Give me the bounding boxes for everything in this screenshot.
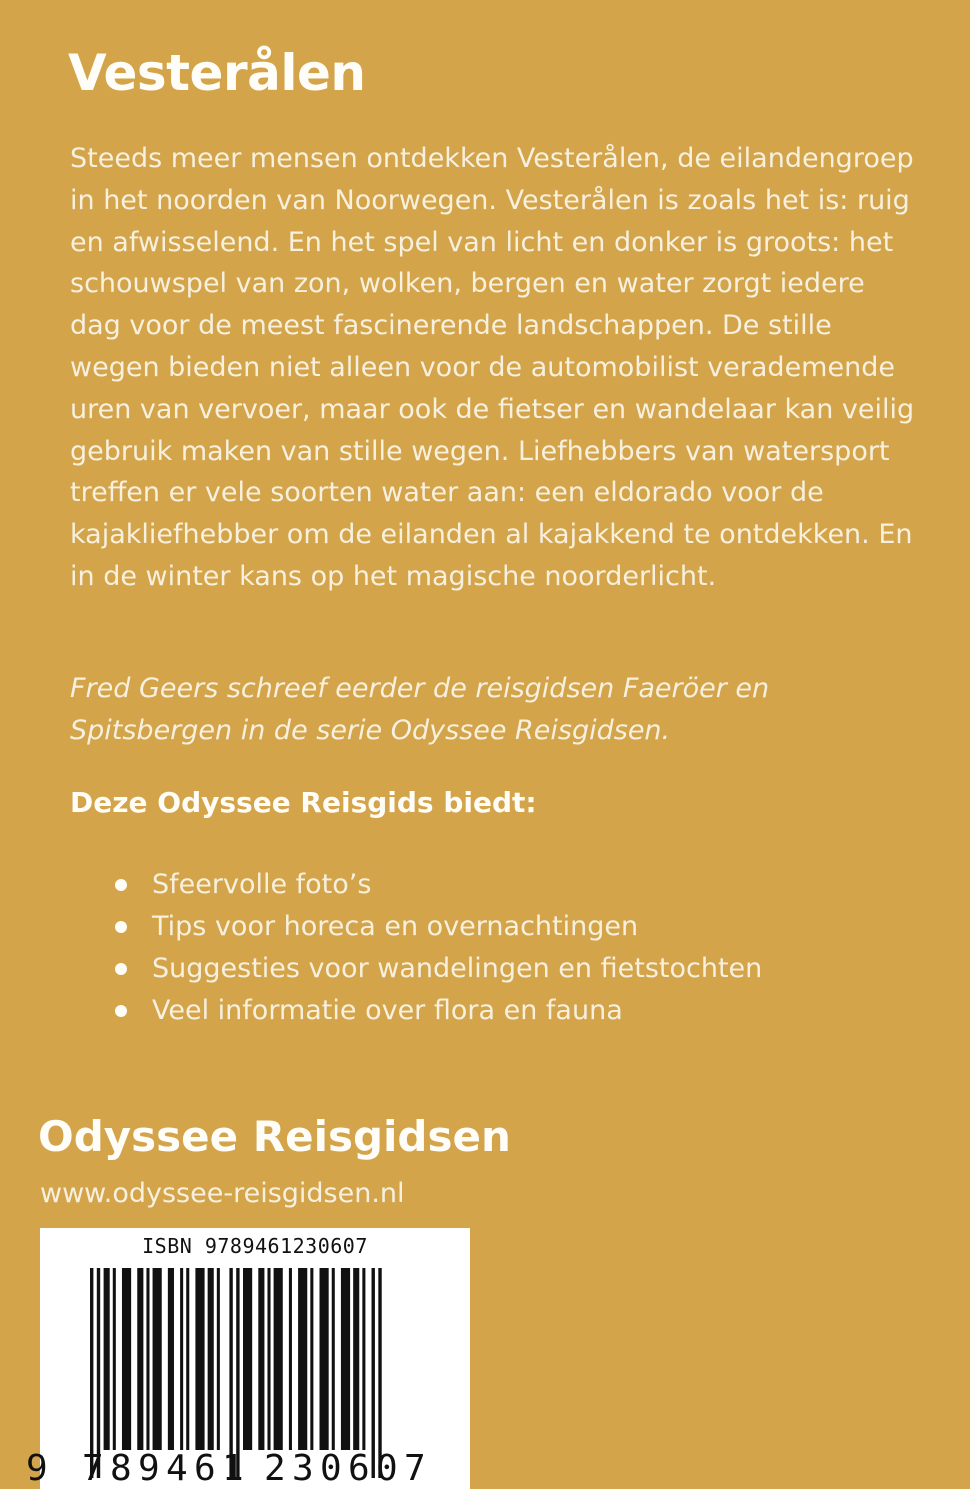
barcode-bar xyxy=(320,1268,329,1450)
feature-text: Sfeervolle foto’s xyxy=(152,869,372,900)
feature-item xyxy=(112,990,762,1032)
author-note: Fred Geers schreef eerder de reisgidsen Faeröer en Spitsbergen in de serie Odyssee Reisgidsen. xyxy=(70,673,770,746)
barcode-bar xyxy=(298,1268,307,1450)
barcode-bar xyxy=(353,1268,359,1450)
barcode-bar xyxy=(146,1268,149,1450)
barcode-bar xyxy=(208,1268,214,1450)
feature-text: Veel informatie over flora en fauna xyxy=(152,995,623,1026)
barcode-bar xyxy=(90,1268,93,1478)
book-title: Vesterålen xyxy=(68,44,366,102)
barcode-bar xyxy=(122,1268,131,1450)
barcode-bar xyxy=(289,1268,292,1450)
barcode-bar xyxy=(217,1268,220,1450)
barcode-bar xyxy=(113,1268,116,1450)
publisher-name: Odyssee Reisgidsen xyxy=(38,1112,511,1161)
barcode-bar xyxy=(341,1268,350,1450)
barcode-bar xyxy=(332,1268,335,1450)
book-description: Steeds meer mensen ontdekken Vesterålen, de eilandengroep in het noorden van Noorwegen. Vesterålen is zoals het is: ruig en afwisselend. En het spel van licht en donker is groots: het schouwspel van zon, wolken, bergen en water zorgt iedere dag voor de meest fascinerende landschappen. De stille wegen bieden niet alleen voor de automobilist verademende uren van vervoer, maar ook de fietser en wandelaar kan veilig gebruik maken van stille wegen. Liefhebbers van watersport treffen er vele soorten water aan: een eldorado voor de kajakliefhebber om de eilanden al kajakkend te ontdekken. En in de winter kans op het magische noorderlicht. xyxy=(70,143,915,592)
barcode-bar xyxy=(243,1268,252,1450)
barcode-digit: 6 xyxy=(194,1448,216,1489)
publisher-website: www.odyssee-reisgidsen.nl xyxy=(40,1178,405,1209)
features-list xyxy=(112,864,762,1032)
barcode-digit: 7 xyxy=(82,1448,104,1489)
feature-item xyxy=(112,906,762,948)
barcode-bar xyxy=(97,1268,100,1478)
barcode-bar xyxy=(153,1268,162,1450)
barcode-bar xyxy=(258,1268,264,1450)
barcode-digit: 1 xyxy=(222,1448,244,1489)
barcode-bar xyxy=(168,1268,174,1450)
barcode-bar xyxy=(186,1268,189,1450)
barcode-digit: 9 xyxy=(138,1448,160,1489)
barcode-digit: 8 xyxy=(110,1448,132,1489)
barcode-bar xyxy=(180,1268,183,1450)
features-heading: Deze Odyssee Reisgids biedt: xyxy=(70,786,537,819)
barcode-bar xyxy=(137,1268,143,1450)
barcode-digit: 3 xyxy=(292,1448,314,1489)
bullet-icon xyxy=(115,1005,127,1017)
bullet-icon xyxy=(115,879,127,891)
barcode-bar xyxy=(274,1268,283,1450)
feature-item xyxy=(112,864,762,906)
feature-text: Suggesties voor wandelingen en fietstochten xyxy=(152,953,763,984)
barcode-digit: 0 xyxy=(320,1448,342,1489)
isbn-label: ISBN 9789461230607 xyxy=(142,1234,368,1258)
barcode-bar xyxy=(372,1268,375,1478)
barcode-bar xyxy=(104,1268,110,1450)
barcode-bar xyxy=(195,1268,204,1450)
bullet-icon xyxy=(115,921,127,933)
barcode-digit: 4 xyxy=(166,1448,188,1489)
bullet-icon xyxy=(115,963,127,975)
barcode-digit: 6 xyxy=(348,1448,370,1489)
barcode-bar xyxy=(236,1268,239,1478)
feature-text: Tips voor horeca en overnachtingen xyxy=(152,911,639,942)
barcode-bar xyxy=(378,1268,381,1478)
barcode-bar xyxy=(310,1268,313,1450)
barcode-digit: 0 xyxy=(376,1448,398,1489)
barcode-bar xyxy=(229,1268,232,1478)
feature-item xyxy=(112,948,762,990)
barcode-bar xyxy=(362,1268,365,1450)
barcode-digit: 7 xyxy=(404,1448,426,1489)
barcode-digit: 9 xyxy=(26,1448,48,1489)
barcode-digit: 2 xyxy=(264,1448,286,1489)
barcode-bar xyxy=(267,1268,270,1450)
